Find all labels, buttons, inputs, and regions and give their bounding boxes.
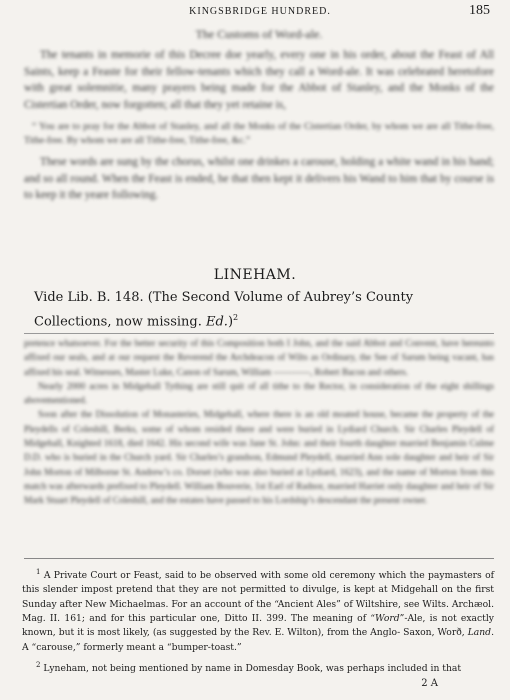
vide-close: )	[227, 314, 234, 330]
footnote-1-text-c: A “carouse,” formerly meant a “bumper-toast.”	[22, 641, 242, 653]
body-section	[24, 336, 494, 508]
page-number: 185	[469, 3, 490, 18]
body-paragraph-2: Nearly 2000 acres in Midgehall Tything are still quit of all tithe to the Rector, in consideration of the eight shillings abovementioned.	[24, 380, 494, 406]
lineham-heading: LINEHAM.	[213, 267, 297, 283]
customs-title: The Customs of Word-ale.	[195, 27, 323, 41]
footnote-1-text-a: A Private Court or Feast, said to be observed with some old ceremony which the paymasters of this slender impost pretend that they are not permitted to divulge, is kept at Midgehall on the first Sunday after New Michaelmas. For an account of the “Ancient Ales” of Wiltshire, see Wilts. Archæol. Mag. II. 161; and for this particular one, Ditto II. 399. The meaning of “	[22, 570, 495, 624]
running-title: KINGSBRIDGE HUNDRED.	[189, 6, 331, 17]
running-head	[30, 3, 490, 20]
footnote-2-marker: 2	[36, 660, 41, 669]
customs-quote: “ You are to pray for the Abbot of Stanley, and all the Monks of the Cistertian Order, by whom we are all Tithe-free, Tithe-free. By whom we are all Tithe-free, Tithe-free, &c.”	[24, 121, 494, 146]
vide-note	[34, 288, 494, 332]
footnote-1-land: Land.	[467, 627, 494, 639]
footnote-2-text: Lyneham, not being mentioned by name in Domesday Book, was perhaps included in that	[43, 662, 462, 674]
body-paragraph-3: Soon after the Dissolution of Monasteries, Midgehall, where there is an old moated house, became the property of the Pleydells of Coleshill, Berks, some of whom resided there and were buried in Lydiard Church. Sir Charles Pleydell of Midgehall, Knighted 1618, died 1642. His second wife was Jane St. John: and their fourth daughter married Benjamin Culme D.D. who is buried in the Church yard. Sir Charles’s grandson, Edmund Pleydell, married Ann sole daughter and heir of Sir John Morton of Milborne St. Andrew’s co. Dorset (who was also buried at Lydiard, 1623), and the name of Morton from this match was afterwards prefixed to Pleydell. William Bouverie, 1st Earl of Radnor, married Harriet only daughter and heir of Sir Mark Stuart Pleydell of Coleshill, and the estates have passed to his Lordship’s descendant the present owner.	[24, 409, 494, 506]
footnote-1-marker: 1	[36, 568, 41, 576]
footnote-1-word: Word	[375, 612, 400, 624]
footnote-rule	[24, 558, 494, 559]
customs-section	[24, 27, 494, 204]
section-rule	[24, 333, 494, 334]
customs-paragraph-1: The tenants in memorie of this Decree doe yearly, every one in his order, about the Feast of All Saints, keep a Feaste for their fellow-tenants which they call a Word-ale. It was celebrated heretofore with great solemnitie, many prayers being made for the Abbot of Stanley, and the Monks of the Cistertian Order, now forgotten; all that they yet retaine is,	[24, 49, 494, 111]
vide-editor: Ed.	[206, 314, 228, 330]
customs-paragraph-2: These words are sung by the chorus, whilst one drinkes a carouse, holding a white wand in his hand; and so all round. When the Feast is ended, he that then kept it delivers his Wand to him that by course is to keep it the yeare following.	[24, 156, 494, 201]
footnote-1	[22, 565, 494, 655]
footnote-1-text-b: ”-Ale, is not exactly known, but it is most likely, (as suggested by the Rev. E. Wilton), from the Anglo- Saxon, Worð,	[22, 612, 494, 639]
footnote-2	[22, 658, 494, 676]
vide-text: Vide Lib. B. 148. (The Second Volume of Aubrey’s County Collections, now missing.	[34, 290, 414, 330]
footnotes	[22, 565, 494, 676]
vide-footnote-ref: 2	[233, 313, 239, 322]
body-paragraph-1: pretence whatsoever. For the better security of this Composition both I John, and the said Abbot and Convent, have hereunto affixed our seals, and at our request the Reverend the Archdeacon of Wilts as Ordinary, the See of Sarum being vacant, has affixed his seal. Witnesses, Master Luke, Canon of Sarum, William ————, Robert Bacon and others.	[24, 338, 494, 377]
signature-mark: 2 A	[421, 678, 438, 689]
